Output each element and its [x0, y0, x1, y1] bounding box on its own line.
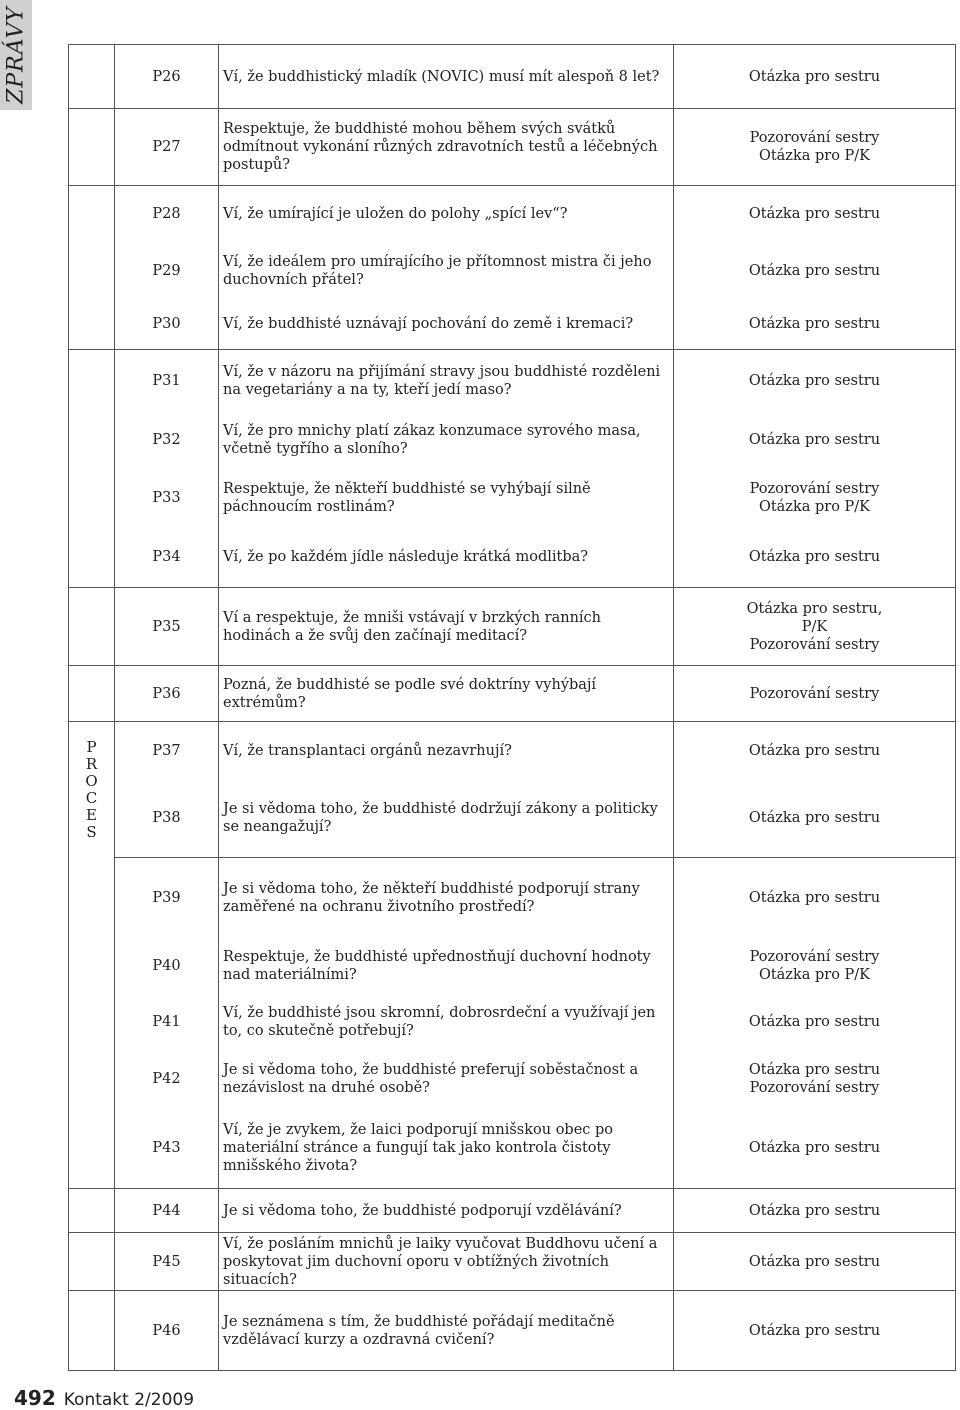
- row-method: Otázka pro sestru: [674, 1233, 956, 1291]
- row-code: P41: [115, 994, 219, 1050]
- row-code: P39: [115, 858, 219, 938]
- row-method: Otázka pro sestru: [674, 722, 956, 780]
- table-row: [69, 1291, 956, 1371]
- table-row: [69, 186, 956, 243]
- questionnaire-table: [68, 44, 956, 1371]
- proces-letter: S: [86, 822, 97, 841]
- row-method: Otázka pro sestru: [674, 994, 956, 1050]
- section-tab-label: ZPRÁVY: [3, 6, 29, 104]
- row-method: Otázka pro sestru: [674, 780, 956, 858]
- row-method: Otázka pro sestru Pozorování sestry: [674, 1050, 956, 1108]
- row-code: P42: [115, 1050, 219, 1108]
- row-method: Otázka pro sestru: [674, 528, 956, 588]
- row-question: Respektuje, že někteří buddhisté se vyhýbají silně páchnoucím rostlinám?: [219, 468, 674, 528]
- row-method: Otázka pro sestru: [674, 350, 956, 412]
- row-code: P31: [115, 350, 219, 412]
- proces-letter: C: [85, 788, 98, 807]
- table-row: [69, 938, 956, 994]
- table-row: [69, 1108, 956, 1189]
- page-footer: [14, 1386, 194, 1410]
- table-row: [69, 858, 956, 938]
- row-question: Ví, že transplantaci orgánů nezavrhují?: [219, 722, 674, 780]
- row-method: Pozorování sestry Otázka pro P/K: [674, 938, 956, 994]
- row-code: P32: [115, 412, 219, 468]
- row-code: P33: [115, 468, 219, 528]
- row-code: P35: [115, 588, 219, 666]
- row-code: P30: [115, 300, 219, 350]
- row-question: Je si vědoma toho, že buddhisté podporují vzdělávání?: [219, 1189, 674, 1233]
- row-question: Je si vědoma toho, že buddhisté dodržují zákony a politicky se neangažují?: [219, 780, 674, 858]
- row-code: P46: [115, 1291, 219, 1371]
- row-method: Otázka pro sestru: [674, 186, 956, 243]
- row-method: Otázka pro sestru: [674, 1291, 956, 1371]
- table-row: [69, 1233, 956, 1291]
- table-row: [69, 1189, 956, 1233]
- proces-letter: O: [85, 771, 98, 790]
- row-code: P37: [115, 722, 219, 780]
- section-tab: [0, 0, 32, 110]
- row-question: Respektuje, že buddhisté upřednostňují duchovní hodnoty nad materiálními?: [219, 938, 674, 994]
- row-question: Ví, že v názoru na přijímání stravy jsou buddhisté rozděleni na vegetariány a na ty, kteří jedí maso?: [219, 350, 674, 412]
- row-question: Je si vědoma toho, že buddhisté preferují soběstačnost a nezávislost na druhé osobě?: [219, 1050, 674, 1108]
- row-question: Ví, že je zvykem, že laici podporují mnišskou obec po materiální stránce a fungují tak jako kontrola čistoty mnišského života?: [219, 1108, 674, 1189]
- row-method: Pozorování sestry Otázka pro P/K: [674, 468, 956, 528]
- table-row: [69, 780, 956, 858]
- row-code: P28: [115, 186, 219, 243]
- row-question: Je si vědoma toho, že někteří buddhisté podporují strany zaměřené na ochranu životního prostředí?: [219, 858, 674, 938]
- row-code: P36: [115, 666, 219, 722]
- row-code: P27: [115, 109, 219, 186]
- proces-letter: E: [86, 805, 97, 824]
- table-row: [69, 528, 956, 588]
- row-question: Ví, že buddhistický mladík (NOVIC) musí mít alespoň 8 let?: [219, 45, 674, 109]
- table-row: [69, 994, 956, 1050]
- row-code: P34: [115, 528, 219, 588]
- table-row: [69, 588, 956, 666]
- row-method: Pozorování sestry Otázka pro P/K: [674, 109, 956, 186]
- journal-name: Kontakt 2/2009: [63, 1390, 195, 1410]
- row-question: Ví, že po každém jídle následuje krátká modlitba?: [219, 528, 674, 588]
- row-code: P38: [115, 780, 219, 858]
- row-question: Ví, že buddhisté jsou skromní, dobrosrdeční a využívají jen to, co skutečně potřebují?: [219, 994, 674, 1050]
- table-row: [69, 109, 956, 186]
- page-number: 492: [14, 1386, 56, 1410]
- row-question: Ví, že pro mnichy platí zákaz konzumace syrového masa, včetně tygřího a sloního?: [219, 412, 674, 468]
- row-question: Ví, že posláním mnichů je laiky vyučovat Buddhovu učení a poskytovat jim duchovní oporu v obtížných životních situacích?: [219, 1233, 674, 1291]
- row-question: Ví, že umírající je uložen do polohy „spící lev“?: [219, 186, 674, 243]
- row-question: Respektuje, že buddhisté mohou během svých svátků odmítnout vykonání různých zdravotních testů a léčebných postupů?: [219, 109, 674, 186]
- row-method: Otázka pro sestru: [674, 1108, 956, 1189]
- row-method: Otázka pro sestru: [674, 45, 956, 109]
- table-row: [69, 350, 956, 412]
- row-code: P26: [115, 45, 219, 109]
- row-method: Pozorování sestry: [674, 666, 956, 722]
- proces-letter: P: [86, 737, 97, 756]
- table-row: [69, 243, 956, 300]
- table-row: [69, 300, 956, 350]
- table-row: [69, 45, 956, 109]
- row-method: Otázka pro sestru, P/K Pozorování sestry: [674, 588, 956, 666]
- row-question: Ví, že buddhisté uznávají pochování do země i kremaci?: [219, 300, 674, 350]
- row-method: Otázka pro sestru: [674, 412, 956, 468]
- table-row: [69, 1050, 956, 1108]
- row-code: P40: [115, 938, 219, 994]
- table-row: [69, 666, 956, 722]
- row-question: Pozná, že buddhisté se podle své doktríny vyhýbají extrémům?: [219, 666, 674, 722]
- table-row: [69, 722, 956, 780]
- row-question: Ví, že ideálem pro umírajícího je přítomnost mistra či jeho duchovních přátel?: [219, 243, 674, 300]
- row-method: Otázka pro sestru: [674, 243, 956, 300]
- table-row: [69, 468, 956, 528]
- row-code: P43: [115, 1108, 219, 1189]
- row-code: P29: [115, 243, 219, 300]
- row-code: P44: [115, 1189, 219, 1233]
- row-method: Otázka pro sestru: [674, 1189, 956, 1233]
- row-question: Je seznámena s tím, že buddhisté pořádají meditačně vzdělávací kurzy a ozdravná cvičení?: [219, 1291, 674, 1371]
- row-code: P45: [115, 1233, 219, 1291]
- row-question: Ví a respektuje, že mniši vstávají v brzkých ranních hodinách a že svůj den začínají meditací?: [219, 588, 674, 666]
- table-row: [69, 412, 956, 468]
- row-method: Otázka pro sestru: [674, 300, 956, 350]
- proces-letter: R: [85, 754, 98, 773]
- row-method: Otázka pro sestru: [674, 858, 956, 938]
- proces-label: [69, 722, 115, 858]
